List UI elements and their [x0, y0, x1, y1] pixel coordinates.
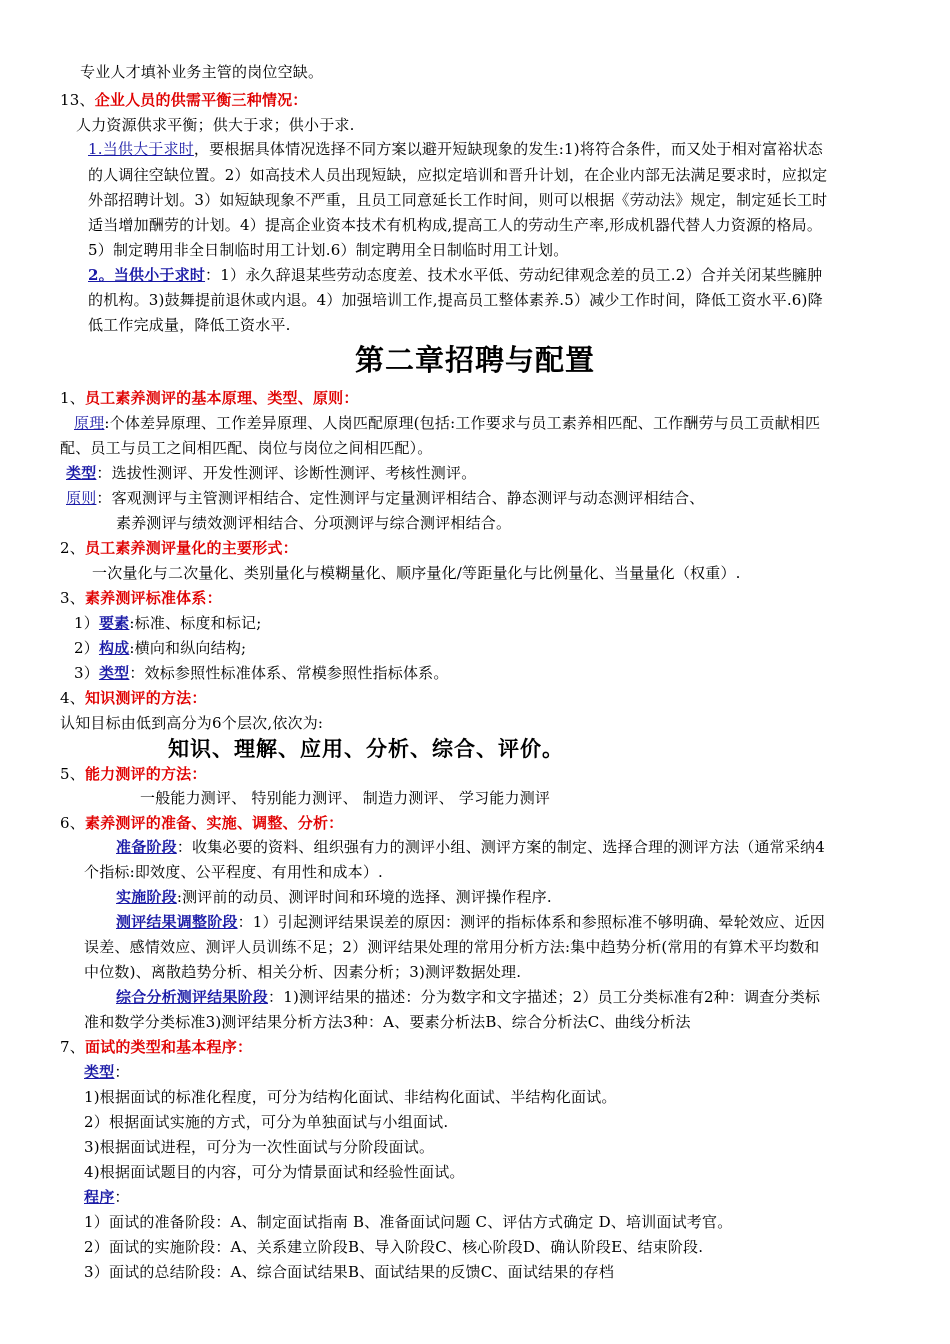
list-item — [74, 613, 261, 633]
list-item: 1)根据面试的标准化程度，可分为结构化面试、非结构化面试、半结构化面试。 — [84, 1088, 617, 1106]
list-item: 3)根据面试进程，可分为一次性面试与分阶段面试。 — [84, 1138, 435, 1156]
type-link[interactable]: 类型 — [66, 464, 97, 482]
section-colon: ： — [191, 689, 207, 707]
list-item: 3）面试的总结阶段：A、综合面试结果B、面试结果的反馈C、面试结果的存档 — [84, 1263, 615, 1281]
section-heading-4 — [60, 688, 207, 708]
paragraph-line: 低工作完成量，降低工资水平. — [88, 316, 291, 334]
knowledge-levels: 知识、理解、应用、分析、综合、评价。 — [168, 736, 564, 761]
paragraph-line: 5）制定聘用非全日制临时用工计划.6）制定聘用全日制临时用工计划。 — [88, 241, 569, 259]
paragraph-text: :测评前的动员、测评时间和环境的选择、测评操作程序. — [176, 888, 552, 906]
section-heading-7 — [60, 1037, 252, 1057]
type-link[interactable]: 类型 — [98, 664, 130, 682]
section-number: 4、 — [60, 689, 85, 707]
list-item: 4)根据面试题目的内容，可分为情景面试和经验性面试。 — [84, 1163, 465, 1181]
section-colon: ： — [343, 389, 359, 407]
section-heading-1 — [60, 388, 359, 408]
rule-link[interactable]: 原则 — [66, 489, 97, 507]
list-item — [74, 638, 246, 658]
impl-stage-link[interactable]: 实施阶段 — [116, 888, 177, 906]
paragraph-line: 一般能力测评、 特别能力测评、 制造力测评、 学习能力测评 — [140, 789, 551, 807]
list-item: 2）根据面试实施的方式，可分为单独面试与小组面试. — [84, 1113, 449, 1131]
section-colon: ： — [191, 765, 207, 783]
list-text: ：效标参照性标准体系、常模参照性指标体系。 — [129, 664, 449, 682]
section-heading-6 — [60, 813, 343, 833]
chapter-title: 第二章招聘与配置 — [354, 343, 595, 377]
subheading — [84, 1187, 130, 1207]
interview-procedure-link[interactable]: 程序 — [84, 1188, 115, 1206]
section-number: 1、 — [60, 389, 85, 407]
section-colon: ： — [282, 539, 298, 557]
paragraph-text: ：1）永久辞退某些劳动态度差、技术水平低、劳动纪律观念差的员工.2）合并关闭某些臃肿 — [205, 266, 823, 284]
section-colon: ： — [236, 1038, 253, 1056]
section-number: 3、 — [60, 589, 85, 607]
paragraph-line: 准和数学分类标准3)测评结果分析方法3种：A、要素分析法B、综合分析法C、曲线分析法 — [84, 1013, 691, 1031]
list-marker: 1） — [74, 614, 99, 632]
section-colon: ： — [292, 91, 308, 109]
paragraph-line: 的机构。3)鼓舞提前退休或内退。4）加强培训工作,提高员工整体素养.5）减少工作时间，降低工资水平.6)降 — [88, 291, 823, 309]
section-heading-5 — [60, 764, 207, 784]
section-number: 6、 — [60, 814, 85, 832]
section-title: 能力测评的方法 — [84, 765, 192, 783]
paragraph-line: 一次量化与二次量化、类别量化与模糊量化、顺序量化/等距量化与比例量化、当量量化（权重）. — [92, 564, 741, 582]
subheading-colon: ： — [114, 1063, 130, 1081]
paragraph-line — [116, 887, 552, 907]
adjust-stage-link[interactable]: 测评结果调整阶段 — [116, 913, 238, 931]
section-title: 素养测评标准体系 — [84, 589, 207, 607]
paragraph-line: 个指标:即效度、公平程度、有用性和成本）. — [84, 863, 384, 881]
paragraph-line — [88, 139, 823, 159]
elements-link[interactable]: 要素 — [98, 614, 130, 632]
paragraph-line — [66, 488, 704, 508]
list-marker: 2） — [74, 639, 99, 657]
text-line: 专业人才填补业务主管的岗位空缺。 — [80, 63, 324, 81]
paragraph-line: 素养测评与绩效测评相结合、分项测评与综合测评相结合。 — [116, 514, 512, 532]
paragraph-text: ：客观测评与主管测评相结合、定性测评与定量测评相结合、静态测评与动态测评相结合、 — [96, 489, 705, 507]
text-line: 人力资源供求平衡；供大于求；供小于求. — [76, 116, 355, 134]
section-title: 员工素养测评的基本原理、类型、原则 — [84, 389, 344, 407]
paragraph-line: 误差、感情效应、测评人员训练不足；2）测评结果处理的常用分析方法:集中趋势分析(常用的有算术平均数和 — [84, 938, 820, 956]
principle-link[interactable]: 原理 — [74, 414, 105, 432]
paragraph-text: :个体差异原理、工作差异原理、人岗匹配原理(包括:工作要求与员工素养相匹配、工作酬劳与员工贡献相匹 — [104, 414, 821, 432]
paragraph-line — [116, 912, 825, 932]
subheading — [84, 1062, 130, 1082]
prep-stage-link[interactable]: 准备阶段 — [116, 838, 177, 856]
section-title: 员工素养测评量化的主要形式 — [84, 539, 283, 557]
section-heading-2 — [60, 538, 298, 558]
supply-exceeds-link[interactable]: 1.当供大于求时 — [88, 140, 194, 158]
section-title: 素养测评的准备、实施、调整、分析 — [84, 814, 329, 832]
paragraph-text: ：选拔性测评、开发性测评、诊断性测评、考核性测评。 — [96, 464, 477, 482]
section-number: 13、 — [60, 91, 95, 109]
section-colon: ： — [206, 589, 222, 607]
section-heading-13 — [60, 90, 308, 110]
section-heading-3 — [60, 588, 222, 608]
interview-type-link[interactable]: 类型 — [84, 1063, 115, 1081]
list-text: :横向和纵向结构; — [129, 639, 247, 657]
section-title: 企业人员的供需平衡三种情况 — [94, 91, 293, 109]
section-number: 2、 — [60, 539, 85, 557]
paragraph-line — [116, 987, 820, 1007]
section-colon: ： — [328, 814, 344, 832]
structure-link[interactable]: 构成 — [98, 639, 130, 657]
section-title: 面试的类型和基本程序 — [84, 1038, 237, 1056]
paragraph-line: 中位数)、离散趋势分析、相关分析、因素分析；3)测评数据处理. — [84, 963, 522, 981]
list-item: 2）面试的实施阶段：A、关系建立阶段B、导入阶段C、核心阶段D、确认阶段E、结束阶段. — [84, 1238, 704, 1256]
section-number: 7、 — [60, 1038, 85, 1056]
paragraph-line: 配、员工与员工之间相匹配、岗位与岗位之间相匹配）。 — [60, 439, 433, 457]
section-number: 5、 — [60, 765, 85, 783]
paragraph-line: 认知目标由低到高分为6个层次,依次为: — [60, 714, 324, 732]
paragraph-line — [74, 413, 820, 433]
paragraph-line — [116, 837, 825, 857]
paragraph-line — [66, 463, 476, 483]
paragraph-line: 适当增加酬劳的计划。4）提高企业资本技术有机构成,提高工人的劳动生产率,形成机器代替人力资源的格局。 — [88, 216, 823, 234]
paragraph-text: ：1）引起测评结果误差的原因：测评的指标体系和参照标准不够明确、晕轮效应、近因 — [237, 913, 825, 931]
list-item — [74, 663, 449, 683]
paragraph-text: ，要根据具体情况选择不同方案以避开短缺现象的发生:1)将符合条件，而又处于相对富裕状态 — [193, 140, 823, 158]
list-marker: 3） — [74, 664, 99, 682]
paragraph-line: 外部招聘计划。3）如短缺现象不严重，且员工同意延长工作时间，则可以根据《劳动法》规定，制定延长工时 — [88, 191, 828, 209]
subheading-colon: ： — [114, 1188, 130, 1206]
paragraph-text: ：1)测评结果的描述：分为数字和文字描述；2）员工分类标准有2种：调查分类标 — [268, 988, 821, 1006]
list-text: :标准、标度和标记; — [129, 614, 262, 632]
paragraph-line — [88, 265, 822, 285]
list-item: 1）面试的准备阶段：A、制定面试指南 B、准备面试问题 C、评估方式确定 D、培训面试考官。 — [84, 1213, 733, 1231]
section-title: 知识测评的方法 — [84, 689, 192, 707]
paragraph-line: 的人调往空缺位置。2）如高技术人员出现短缺，应拟定培训和晋升计划，在企业内部无法满足要求时，应拟定 — [88, 166, 828, 184]
paragraph-text: ：收集必要的资料、组织强有力的测评小组、测评方案的制定、选择合理的测评方法（通常采纳4 — [176, 838, 825, 856]
analysis-stage-link[interactable]: 综合分析测评结果阶段 — [116, 988, 269, 1006]
supply-short-link[interactable]: 2。当供小于求时 — [88, 266, 206, 284]
